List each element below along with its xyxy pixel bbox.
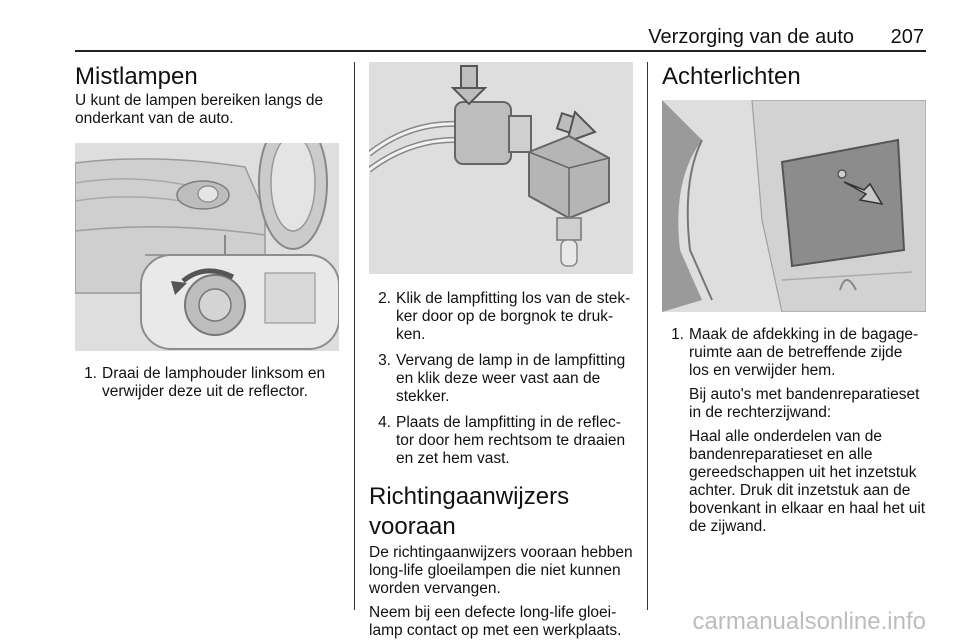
step-item: [369, 414, 633, 468]
column-rear-lights: [662, 62, 926, 544]
step-subtext: Haal alle onderdelen van de bandenreparatieset en alle gereedschappen uit het inzetstuk achter. Druk dit inzetstuk aan de bovenkant in elkaar en haal het uit de zijwand.: [689, 428, 926, 535]
step-number: 1.: [84, 365, 97, 382]
steps-rear: [662, 326, 926, 536]
step-text: Vervang de lamp in de lampfitting en klik deze weer vast aan de stekker.: [396, 352, 626, 405]
step-text: Draai de lamphouder linksom en verwijder deze uit de reflector.: [102, 365, 326, 400]
step-subtext: Bij auto's met bandenreparatieset in de rechterzijwand:: [689, 386, 920, 421]
step-number: 3.: [378, 352, 391, 369]
page-header: [75, 26, 926, 52]
column-bulb-replacement: [369, 62, 633, 640]
step-item: [369, 352, 633, 406]
step-text: Klik de lampfitting los van de stek-ker door op de borgnok te druk-ken.: [396, 290, 631, 343]
heading-turn-signals: Richtingaanwijzers vooraan: [369, 483, 570, 540]
step-item: [662, 326, 926, 536]
heading-rear-lights: Achterlichten: [662, 63, 801, 90]
column-divider: [354, 62, 355, 610]
column-divider: [647, 62, 648, 610]
step-number: 2.: [378, 290, 391, 307]
steps-bulb: [369, 290, 633, 468]
step-number: 1.: [671, 326, 684, 343]
turn-signals-note: Neem bij een defecte long-life gloei-lamp contact op met een werkplaats.: [369, 604, 622, 639]
steps-fog: [75, 365, 339, 401]
step-text: Plaats de lampfitting in de reflec-tor door hem rechtsom te draaien en zet hem vast.: [396, 414, 626, 467]
section-title: Verzorging van de auto: [648, 26, 854, 48]
column-fog-lamps: [75, 62, 339, 409]
page-number: 207: [890, 26, 924, 48]
step-number: 4.: [378, 414, 391, 431]
fog-lamp-illustration: [75, 143, 339, 351]
watermark: carmanualsonline.info: [692, 608, 926, 635]
intro-text: U kunt de lampen bereiken langs de onderkant van de auto.: [75, 92, 324, 127]
heading-fog-lamps: Mistlampen: [75, 63, 198, 90]
turn-signals-text: De richtingaanwijzers vooraan hebben long-life gloeilampen die niet kunnen worden vervangen.: [369, 544, 633, 597]
step-item: [369, 290, 633, 344]
step-text: Maak de afdekking in de bagage-ruimte aan de betreffende zijde los en verwijder hem.: [689, 326, 919, 379]
trunk-cover-illustration: [662, 100, 926, 312]
step-item: [75, 365, 339, 401]
bulb-socket-illustration: [369, 62, 633, 274]
